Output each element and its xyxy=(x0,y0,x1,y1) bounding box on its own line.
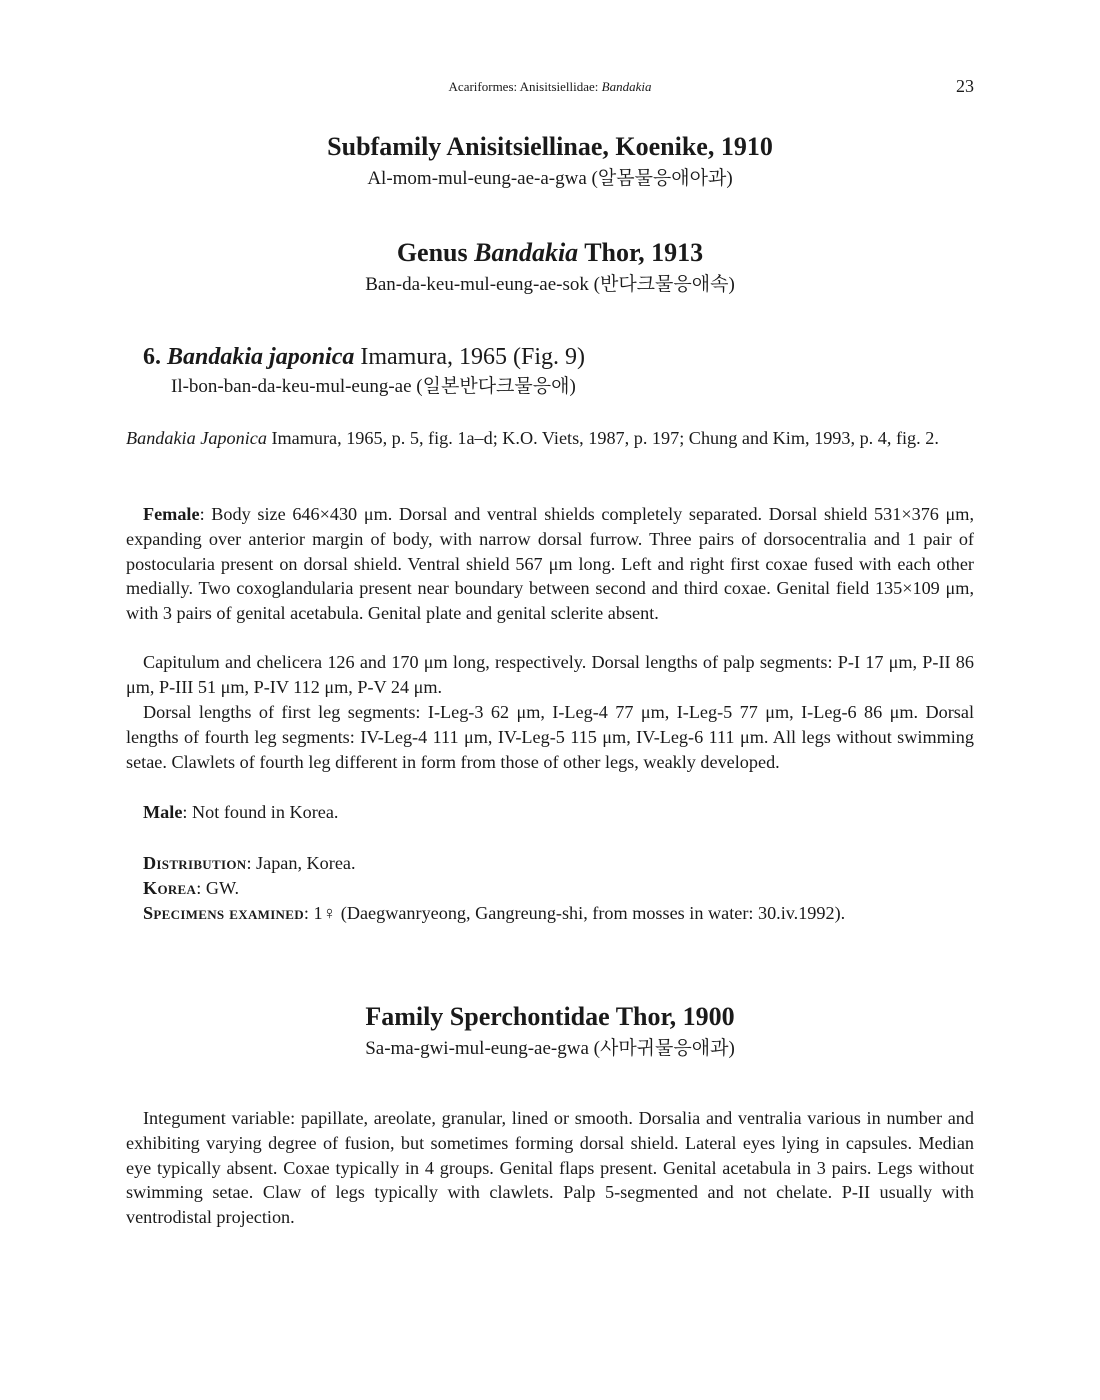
family-title: Family Sperchontidae Thor, 1900 xyxy=(365,1002,735,1031)
running-head-genus: Bandakia xyxy=(601,79,652,94)
family-description: Integument variable: papillate, areolate, granular, lined or smooth. Dorsalia and ventralia various in number and exhibiting varying degree of fusion, but sometimes forming dorsal shield. Lateral eyes lying in capsules. Median eye typically absent. Coxae typically in 4 groups. Genital flaps present. Genital acetabula in 3 pairs. Legs without swimming setae. Claw of legs typically with clawlets. Palp 5-segmented and not chelate. P-II usually with ventrodistal projection. xyxy=(126,1108,974,1228)
distribution-line: Distribution: Japan, Korea. xyxy=(143,853,356,873)
genus-title: Genus Bandakia Thor, 1913 xyxy=(396,238,704,267)
male-label: Male xyxy=(143,802,183,822)
korea-line: Korea: GW. xyxy=(143,877,239,898)
specimens-line: Specimens examined: 1♀ (Daegwanryeong, Gangreung-shi, from mosses in water: 30.iv.1992). xyxy=(143,902,846,923)
capitulum-description: Capitulum and chelicera 126 and 170 μm long, respectively. Dorsal lengths of palp segments: P-I 17 μm, P-II 86 μm, P-III 51 μm, P-IV 112 μm, P-V 24 μm. xyxy=(126,652,974,697)
species-title: 6. Bandakia japonica Imamura, 1965 (Fig. 9) xyxy=(143,344,585,370)
family-romanized-name: Sa-ma-gwi-mul-eung-ae-gwa (사마귀물응애과) xyxy=(365,1038,735,1059)
subfamily-romanized-name: Al-mom-mul-eung-ae-a-gwa (알몸물응애아과) xyxy=(367,168,733,189)
genus-romanized-name: Ban-da-keu-mul-eung-ae-sok (반다크물응애속) xyxy=(365,274,735,295)
female-label: Female xyxy=(143,504,200,524)
page-number: 23 xyxy=(956,76,974,96)
synonymy-citation: Bandakia Japonica Imamura, 1965, p. 5, fig. 1a–d; K.O. Viets, 1987, p. 197; Chung and Kim, 1993, p. 4, fig. 2. xyxy=(126,428,939,448)
male-note: Male: Not found in Korea. xyxy=(143,802,339,822)
running-head-text: Acariformes: Anisitsiellidae: Bandakia xyxy=(448,79,652,94)
family-heading xyxy=(126,1002,974,1062)
legs-description: Dorsal lengths of first leg segments: I-Leg-3 62 μm, I-Leg-4 77 μm, I-Leg-5 77 μm, I-Leg-6 86 μm. Dorsal lengths of fourth leg segments: IV-Leg-4 111 μm, IV-Leg-5 115 μm, IV-Leg-6 111 μm. All legs without swimming setae. Clawlets of fourth leg different in form from those of other legs, weakly developed. xyxy=(126,702,974,772)
subfamily-heading xyxy=(126,132,974,192)
running-head xyxy=(126,76,974,100)
female-description: Female: Body size 646×430 μm. Dorsal and ventral shields completely separated. Dorsal shield 531×376 μm, expanding over anterior margin of body, with narrow dorsal furrow. Three pairs of dorsocentralia and 1 pair of postocularia present on dorsal shield. Ventral shield 567 μm long. Left and right first coxae fused with each other medially. Two coxoglandularia present near boundary between second and third coxae. Genital field 135×109 μm, with 3 pairs of genital acetabula. Genital plate and genital sclerite absent. xyxy=(126,504,974,624)
species-romanized-name: Il-bon-ban-da-keu-mul-eung-ae (일본반다크물응애) xyxy=(171,376,576,397)
genus-name: Bandakia xyxy=(474,238,579,267)
species-name: Bandakia japonica xyxy=(167,344,355,370)
records-block xyxy=(126,851,974,925)
genus-heading xyxy=(126,238,974,298)
subfamily-title: Subfamily Anisitsiellinae, Koenike, 1910 xyxy=(327,132,773,161)
species-heading xyxy=(143,342,974,400)
